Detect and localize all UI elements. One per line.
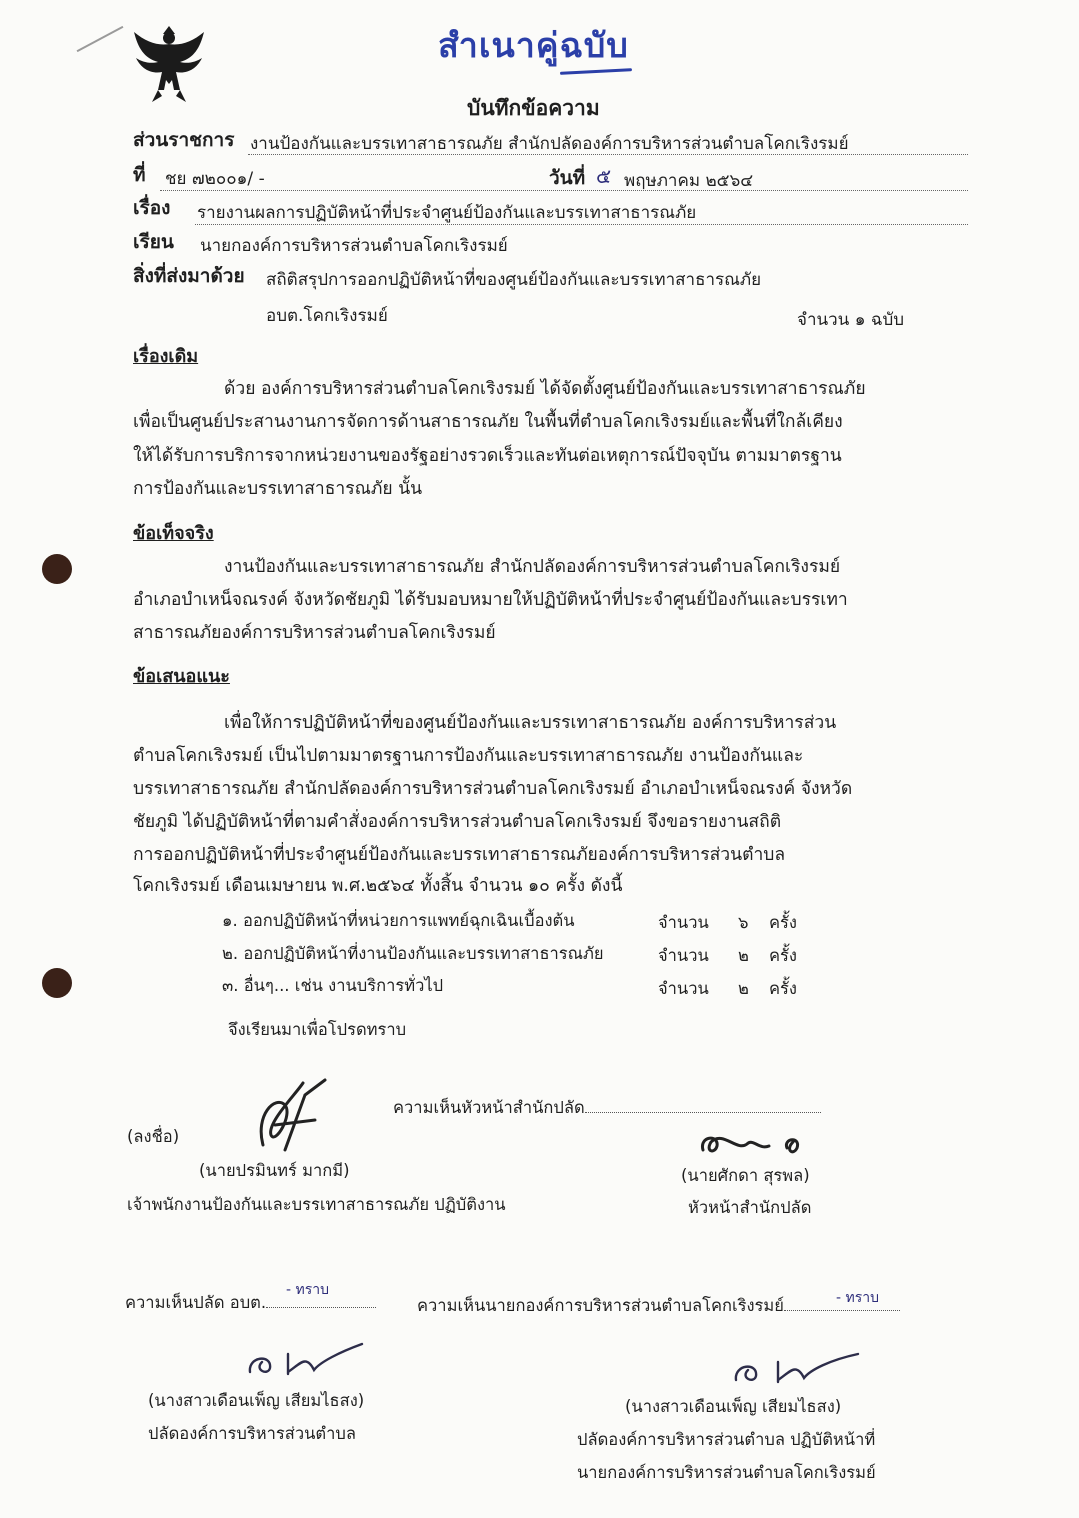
stat-item-count: ๖ (738, 913, 749, 932)
date-day: ๕ (596, 164, 612, 188)
memo-title: บันทึกข้อความ (467, 96, 600, 120)
stat-item-unit: ครั้ง (769, 946, 797, 965)
ref-line (160, 190, 968, 191)
chief-opinion-label: ความเห็นหัวหน้าสำนักปลัด (393, 1095, 821, 1121)
to-label: เรียน (133, 231, 174, 253)
punch-hole (42, 554, 72, 584)
stat-item-unit: ครั้ง (769, 979, 797, 998)
agency-label: ส่วนราชการ (133, 129, 235, 151)
chief-name: (นายศักดา สุรพล) (681, 1166, 810, 1185)
officer-position: เจ้าพนักงานป้องกันและบรรเทาสาธารณภัย ปฏิบัติงาน (127, 1195, 506, 1214)
proposal-line: ตำบลโคกเริงรมย์ เป็นไปตามมาตรฐานการป้องกันและบรรเทาสาธารณภัย งานป้องกันและ (133, 746, 804, 766)
stat-item-text: ๒. ออกปฏิบัติหน้าที่งานป้องกันและบรรเทาสาธารณภัย (222, 944, 604, 963)
subject-label: เรื่อง (133, 197, 171, 219)
officer-signature-icon (255, 1075, 330, 1155)
sign-label: (ลงชื่อ) (127, 1127, 180, 1146)
facts-line: สาธารณภัยองค์การบริหารส่วนตำบลโคกเริงรมย์ (133, 623, 496, 643)
enclosure-line-2: อบต.โคกเริงรมย์ (266, 306, 388, 326)
stat-item-unit: ครั้ง (769, 913, 797, 932)
background-heading: เรื่องเดิม (133, 346, 199, 367)
palad-opinion-label: ความเห็นปลัด อบต. (125, 1290, 376, 1316)
stat-item-qty-label: จำนวน (658, 913, 709, 932)
proposal-heading: ข้อเสนอแนะ (133, 666, 230, 687)
punch-hole (42, 968, 72, 998)
stat-item-count: ๒ (738, 946, 749, 965)
subject-line (195, 224, 968, 225)
date-label: วันที่ (549, 167, 586, 189)
chief-signature-icon (697, 1128, 807, 1160)
enclosure-line-1: สถิติสรุปการออกปฏิบัติหน้าที่ของศูนย์ป้องกันและบรรเทาสาธารณภัย (266, 270, 762, 290)
chief-position: หัวหน้าสำนักปลัด (688, 1198, 812, 1217)
stat-item-qty-label: จำนวน (658, 979, 709, 998)
acting-name: (นางสาวเดือนเพ็ญ เสียมไธสง) (625, 1397, 842, 1416)
date-rest: พฤษภาคม ๒๕๖๔ (624, 171, 754, 191)
ref-value: ชย ๗๒๐๐๑/ - (165, 169, 265, 189)
palad-name: (นางสาวเดือนเพ็ญ เสียมไธสง) (148, 1391, 365, 1410)
palad-position: ปลัดองค์การบริหารส่วนตำบล (148, 1424, 356, 1443)
facts-heading: ข้อเท็จจริง (133, 523, 214, 544)
stat-item-text: ๓. อื่นๆ... เช่น งานบริการทั่วไป (222, 976, 444, 995)
stat-item-text: ๑. ออกปฏิบัติหน้าที่หน่วยการแพทย์ฉุกเฉินเบื้องต้น (222, 911, 575, 930)
stat-item-count: ๒ (738, 979, 749, 998)
stat-item-qty-label: จำนวน (658, 946, 709, 965)
proposal-line: เพื่อให้การปฏิบัติหน้าที่ของศูนย์ป้องกันและบรรเทาสาธารณภัย องค์การบริหารส่วน (224, 713, 837, 733)
closing-text: จึงเรียนมาเพื่อโปรดทราบ (228, 1020, 407, 1039)
garuda-emblem-icon (128, 24, 210, 106)
background-line: ให้ได้รับการบริการจากหน่วยงานของรัฐอย่างรวดเร็วและทันต่อเหตุการณ์ปัจจุบัน ตามมาตรฐาน (133, 446, 842, 466)
proposal-line: ชัยภูมิ ได้ปฏิบัติหน้าที่ตามคำสั่งองค์การบริหารส่วนตำบลโคกเริงรมย์ จึงขอรายงานสถิติ (133, 812, 782, 832)
officer-name: (นายปรมินทร์ มากมี) (199, 1161, 350, 1180)
pencil-mark (77, 26, 124, 52)
acting-position-2: นายกองค์การบริหารส่วนตำบลโคกเริงรมย์ (577, 1463, 876, 1482)
background-line: ด้วย องค์การบริหารส่วนตำบลโคกเริงรมย์ ได้จัดตั้งศูนย์ป้องกันและบรรเทาสาธารณภัย (224, 379, 866, 399)
agency-value: งานป้องกันและบรรเทาสาธารณภัย สำนักปลัดองค์การบริหารส่วนตำบลโคกเริงรมย์ (250, 134, 849, 154)
palad-opinion-value: - ทราบ (286, 1282, 329, 1298)
subject-value: รายงานผลการปฏิบัติหน้าที่ประจำศูนย์ป้องกันและบรรเทาสาธารณภัย (197, 203, 697, 223)
background-line: เพื่อเป็นศูนย์ประสานงานการจัดการด้านสาธารณภัย ในพื้นที่ตำบลโคกเริงรมย์และพื้นที่ใกล้เคียง (133, 412, 843, 432)
to-value: นายกองค์การบริหารส่วนตำบลโคกเริงรมย์ (200, 236, 508, 256)
copy-stamp: สำเนาคู่ฉบับ (438, 26, 629, 66)
agency-line (248, 154, 968, 155)
mayor-opinion-value: - ทราบ (836, 1290, 879, 1306)
palad-signature-icon (244, 1342, 364, 1378)
acting-mayor-signature-icon (730, 1350, 860, 1386)
background-line: การป้องกันและบรรเทาสาธารณภัย นั้น (133, 479, 423, 499)
proposal-line: บรรเทาสาธารณภัย สำนักปลัดองค์การบริหารส่วนตำบลโคกเริงรมย์ อำเภอบำเหน็จณรงค์ จังหวัด (133, 779, 853, 799)
ref-label: ที่ (133, 164, 146, 186)
proposal-line: การออกปฏิบัติหน้าที่ประจำศูนย์ป้องกันและบรรเทาสาธารณภัยองค์การบริหารส่วนตำบล (133, 845, 786, 865)
facts-line: อำเภอบำเหน็จณรงค์ จังหวัดชัยภูมิ ได้รับมอบหมายให้ปฏิบัติหน้าที่ประจำศูนย์ป้องกันและบรรเทา (133, 590, 848, 610)
proposal-line: โคกเริงรมย์ เดือนเมษายน พ.ศ.๒๕๖๔ ทั้งสิ้น จำนวน ๑๐ ครั้ง ดังนี้ (133, 876, 623, 896)
facts-line: งานป้องกันและบรรเทาสาธารณภัย สำนักปลัดองค์การบริหารส่วนตำบลโคกเริงรมย์ (224, 557, 841, 577)
acting-position-1: ปลัดองค์การบริหารส่วนตำบล ปฏิบัติหน้าที่ (577, 1430, 876, 1449)
mayor-opinion-label: ความเห็นนายกองค์การบริหารส่วนตำบลโคกเริงรมย์ (417, 1293, 900, 1319)
enclosure-qty: จำนวน ๑ ฉบับ (797, 310, 905, 330)
enclosure-label: สิ่งที่ส่งมาด้วย (133, 265, 245, 287)
